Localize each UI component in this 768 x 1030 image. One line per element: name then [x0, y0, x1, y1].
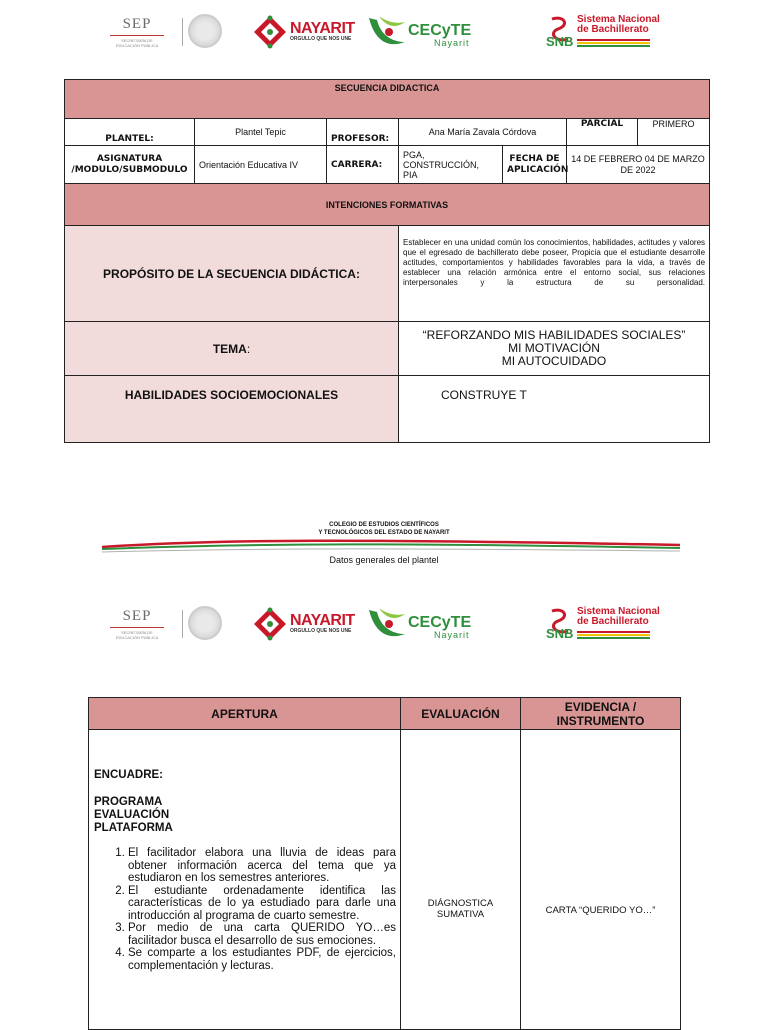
- list-item: 3. Por medio de una carta QUERIDO YO…es facilitador busca el desarrollo de sus emociones.: [128, 922, 396, 947]
- sep-logo-2: [106, 608, 168, 640]
- apertura-steps-list: [94, 847, 396, 972]
- encuadre-label: ENCUADRE:: [94, 769, 163, 781]
- carrera-value: [399, 146, 503, 184]
- intenciones-title: INTENCIONES FORMATIVAS: [65, 184, 710, 226]
- snb-logo-name-1: Sistema Nacional: [577, 14, 660, 25]
- evaluacion-value-2: SUMATIVA: [436, 909, 485, 920]
- carrera-value-1: PGA,: [403, 149, 425, 160]
- datos-generales-label: Datos generales del plantel: [329, 555, 439, 565]
- fecha-label: FECHA DE APLICACIÓN: [503, 146, 567, 184]
- logo-header-top: [0, 12, 768, 62]
- cecyte-logo-sub-2: Nayarit: [434, 630, 470, 640]
- profesor-value: Ana María Zavala Córdova: [399, 119, 567, 146]
- tema-line-1: “REFORZANDO MIS HABILIDADES SOCIALES”: [422, 328, 686, 342]
- cecyte-mark-icon: [365, 12, 409, 52]
- programa-label: PROGRAMA: [94, 796, 163, 808]
- apertura-table: [88, 697, 681, 1030]
- evaluacion-value-1: DIÁGNOSTICA: [427, 898, 494, 909]
- profesor-label: PROFESOR:: [327, 119, 399, 146]
- evaluacion-label: EVALUACIÓN: [94, 809, 170, 821]
- sep-logo-sub-2: EDUCACIÓN PÚBLICA: [115, 43, 159, 48]
- habilidades-value: CONSTRUYE T: [399, 376, 710, 443]
- nayarit-mark-icon: [252, 14, 288, 50]
- institution-line-1: COLEGIO DE ESTUDIOS CIENTÍFICOS: [329, 522, 439, 528]
- cecyte-logo: [408, 22, 471, 48]
- plataforma-label: PLATAFORMA: [94, 822, 173, 834]
- carrera-label: CARRERA:: [327, 146, 399, 184]
- secuencia-table: [64, 79, 710, 443]
- evidencia-value: CARTA “QUERIDO YO…”: [521, 730, 681, 1030]
- tema-value: [399, 322, 710, 376]
- nayarit-logo-word: NAYARIT: [290, 20, 355, 37]
- mexico-seal-icon: [188, 606, 222, 640]
- fecha-value: 14 DE FEBRERO 04 DE MARZO DE 2022: [567, 146, 710, 184]
- carrera-value-3: PIA: [403, 169, 418, 180]
- evaluacion-value: [401, 730, 521, 1030]
- cecyte-logo-2: [408, 614, 471, 640]
- evidencia-header: [521, 698, 681, 730]
- parcial-label: PARCIAL: [567, 119, 638, 146]
- snb-logo-name-1-2: Sistema Nacional: [577, 606, 660, 617]
- cecyte-logo-sub: Nayarit: [434, 38, 470, 48]
- evaluacion-header: EVALUACIÓN: [401, 698, 521, 730]
- snb-logo-name-2: [577, 607, 660, 627]
- institution-line-2: Y TECNOLÓGICOS DEL ESTADO DE NAYARIT: [318, 530, 450, 536]
- nayarit-logo-2: [290, 612, 355, 634]
- sep-logo-sub-2-2: EDUCACIÓN PÚBLICA: [115, 635, 159, 640]
- cecyte-mark-icon: [365, 604, 409, 644]
- nayarit-mark-icon: [252, 606, 288, 642]
- nayarit-logo-word-2: NAYARIT: [290, 612, 355, 629]
- list-item: 2. El estudiante ordenadamente identifica las características de lo ya estudiado para darle una introducción al programa de cuarto semestre.: [128, 885, 396, 923]
- plantel-label: PLANTEL:: [65, 119, 195, 146]
- plantel-value: Plantel Tepic: [195, 119, 327, 146]
- logo-header-second: [0, 604, 768, 654]
- proposito-label: PROPÓSITO DE LA SECUENCIA DIDÁCTICA:: [65, 226, 399, 322]
- tema-line-3: MI AUTOCUIDADO: [501, 354, 607, 368]
- nayarit-logo: [290, 20, 355, 42]
- habilidades-label: HABILIDADES SOCIOEMOCIONALES: [65, 376, 399, 443]
- sep-logo-word: SEP: [122, 16, 152, 32]
- nayarit-logo-slogan-2: ORGULLO QUE NOS UNE: [290, 628, 352, 634]
- carrera-value-2: CONSTRUCCIÓN,: [403, 159, 479, 170]
- snb-logo-word: SNB: [546, 34, 574, 49]
- secuencia-title: SECUENCIA DIDACTICA: [65, 80, 710, 119]
- list-item: 4. Se comparte a los estudiantes PDF, de ejercicios, complementación y lecturas.: [128, 947, 396, 972]
- snb-logo-word-2: SNB: [546, 626, 574, 641]
- list-item: 1. El facilitador elabora una lluvia de ideas para obtener información acerca del tema que ya estudiaron en los semestres anteriores.: [128, 847, 396, 885]
- sep-logo-sub-1: SECRETARÍA DE: [121, 38, 153, 43]
- cecyte-logo-word: CECyTE: [408, 22, 472, 39]
- parcial-value: PRIMERO: [638, 119, 710, 146]
- asignatura-value: Orientación Educativa IV: [195, 146, 327, 184]
- snb-logo-name-2: de Bachillerato: [577, 24, 649, 35]
- evidencia-header-line-1: EVIDENCIA /: [564, 699, 637, 714]
- cecyte-logo-word-2: CECyTE: [408, 614, 472, 631]
- tema-label: TEMA: [212, 341, 247, 356]
- tema-line-2: MI MOTIVACIÓN: [508, 341, 600, 355]
- snb-logo-name-2-2: de Bachillerato: [577, 616, 649, 627]
- institution-name: [0, 521, 768, 537]
- sep-logo-word-2: SEP: [122, 608, 152, 624]
- evidencia-header-line-2: INSTRUMENTO: [556, 713, 645, 728]
- snb-logo-name: [577, 15, 660, 35]
- tema-colon: :: [246, 341, 251, 356]
- mexico-seal-icon: [188, 14, 222, 48]
- sep-logo: [106, 16, 168, 48]
- sep-logo-sub-1-2: SECRETARÍA DE: [121, 630, 153, 635]
- apertura-header: APERTURA: [89, 698, 401, 730]
- asignatura-label: ASIGNATURA /MODULO/SUBMODULO: [65, 146, 195, 184]
- apertura-body: [89, 730, 401, 1030]
- proposito-text: Establecer en una unidad común los conocimientos, habilidades, actitudes y valores que el egresado de bachillerato debe poseer, Propicia que el estudiante desarrolle actitudes, comportamientos y habilidades favorables para la vida, a través de establecer una relación armónica entre el entorno social, sus relaciones interpersonales y la estructura de su personalidad.: [399, 226, 710, 322]
- tema-label-cell: [65, 322, 399, 376]
- nayarit-logo-slogan: ORGULLO QUE NOS UNE: [290, 36, 352, 42]
- decorative-wave-icon: [102, 537, 680, 555]
